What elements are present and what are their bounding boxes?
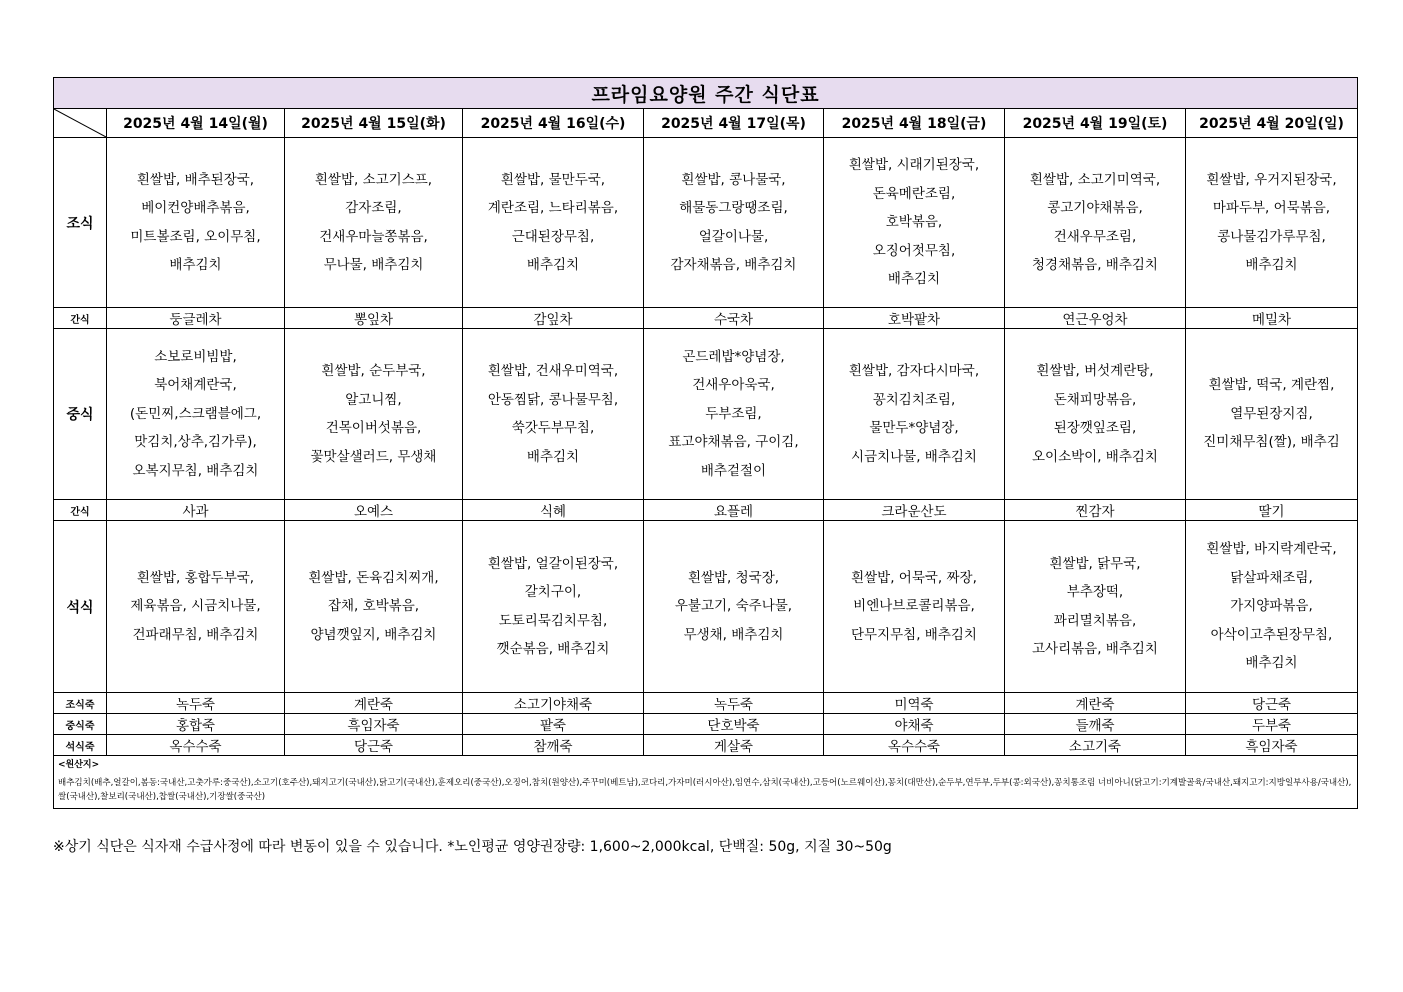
morning-snack-row — [54, 308, 1358, 329]
afternoon-snack-cell: 요플레 — [644, 500, 824, 521]
origin-info — [54, 756, 1358, 809]
dinner-porridge-cell: 게살죽 — [644, 735, 824, 756]
afternoon-snack-cell: 크라운산도 — [824, 500, 1005, 521]
lunch-cell: 흰쌀밥, 감자다시마국, 꽁치김치조림, 물만두*양념장, 시금치나물, 배추김치 — [824, 329, 1005, 500]
lunch-label: 중식 — [54, 329, 107, 500]
lunch-porridge-cell: 홍합죽 — [107, 714, 285, 735]
dinner-cell: 흰쌀밥, 바지락계란국, 닭살파채조림, 가지양파볶음, 아삭이고추된장무침, 배추김치 — [1186, 521, 1358, 693]
lunch-row — [54, 329, 1358, 500]
lunch-porridge-cell: 들깨죽 — [1005, 714, 1186, 735]
breakfast-cell: 흰쌀밥, 소고기스프, 감자조림, 건새우마늘쫑볶음, 무나물, 배추김치 — [285, 138, 463, 308]
dinner-porridge-label: 석식죽 — [54, 735, 107, 756]
afternoon-snack-cell: 오예스 — [285, 500, 463, 521]
morning-snack-cell: 둥글레차 — [107, 308, 285, 329]
lunch-cell: 소보로비빔밥, 북어채계란국, (돈민찌,스크램블에그, 맛김치,상추,김가루), 오복지무침, 배추김치 — [107, 329, 285, 500]
date-header: 2025년 4월 16일(수) — [463, 109, 644, 138]
date-header: 2025년 4월 19일(토) — [1005, 109, 1186, 138]
lunch-porridge-label: 중식죽 — [54, 714, 107, 735]
dinner-porridge-cell: 소고기죽 — [1005, 735, 1186, 756]
breakfast-porridge-row — [54, 693, 1358, 714]
lunch-porridge-row — [54, 714, 1358, 735]
dinner-porridge-cell: 참깨죽 — [463, 735, 644, 756]
date-header: 2025년 4월 14일(월) — [107, 109, 285, 138]
footnote: ※상기 식단은 식자재 수급사정에 따라 변동이 있을 수 있습니다. *노인평균 영양권장량: 1,600~2,000kcal, 단백질: 50g, 지질 30~50g — [53, 839, 892, 855]
breakfast-cell: 흰쌀밥, 물만두국, 계란조림, 느타리볶음, 근대된장무침, 배추김치 — [463, 138, 644, 308]
morning-snack-cell: 수국차 — [644, 308, 824, 329]
afternoon-snack-cell: 사과 — [107, 500, 285, 521]
afternoon-snack-cell: 찐감자 — [1005, 500, 1186, 521]
lunch-porridge-cell: 두부죽 — [1186, 714, 1358, 735]
breakfast-porridge-cell: 계란죽 — [1005, 693, 1186, 714]
afternoon-snack-row — [54, 500, 1358, 521]
afternoon-snack-cell: 딸기 — [1186, 500, 1358, 521]
dinner-label: 석식 — [54, 521, 107, 693]
corner-diagonal-cell — [54, 109, 107, 138]
dinner-porridge-cell: 흑임자죽 — [1186, 735, 1358, 756]
morning-snack-cell: 메밀차 — [1186, 308, 1358, 329]
dinner-cell: 흰쌀밥, 닭무국, 부추장떡, 꽈리멸치볶음, 고사리볶음, 배추김치 — [1005, 521, 1186, 693]
lunch-porridge-cell: 팥죽 — [463, 714, 644, 735]
date-header: 2025년 4월 15일(화) — [285, 109, 463, 138]
lunch-cell: 흰쌀밥, 떡국, 계란찜, 열무된장지짐, 진미채무침(짤), 배추김 — [1186, 329, 1358, 500]
breakfast-cell: 흰쌀밥, 우거지된장국, 마파두부, 어묵볶음, 콩나물김가루무침, 배추김치 — [1186, 138, 1358, 308]
dinner-porridge-cell: 옥수수죽 — [107, 735, 285, 756]
morning-snack-cell: 연근우엉차 — [1005, 308, 1186, 329]
dinner-cell: 흰쌀밥, 얼갈이된장국, 갈치구이, 도토리묵김치무침, 깻순볶음, 배추김치 — [463, 521, 644, 693]
dinner-cell: 흰쌀밥, 홍합두부국, 제육볶음, 시금치나물, 건파래무침, 배추김치 — [107, 521, 285, 693]
morning-snack-cell: 호박팥차 — [824, 308, 1005, 329]
breakfast-porridge-cell: 계란죽 — [285, 693, 463, 714]
lunch-cell: 곤드레밥*양념장, 건새우아욱국, 두부조림, 표고야채볶음, 구이김, 배추겉절이 — [644, 329, 824, 500]
date-header-row — [54, 109, 1358, 138]
snack-label: 간식 — [54, 308, 107, 329]
lunch-porridge-cell: 흑임자죽 — [285, 714, 463, 735]
breakfast-porridge-cell: 미역죽 — [824, 693, 1005, 714]
menu-title: 프라임요양원 주간 식단표 — [54, 78, 1358, 109]
morning-snack-cell: 감잎차 — [463, 308, 644, 329]
dinner-cell: 흰쌀밥, 어묵국, 짜장, 비엔나브로콜리볶음, 단무지무침, 배추김치 — [824, 521, 1005, 693]
breakfast-cell: 흰쌀밥, 콩나물국, 해물동그랑땡조림, 얼갈이나물, 감자채볶음, 배추김치 — [644, 138, 824, 308]
snack-label: 간식 — [54, 500, 107, 521]
dinner-row — [54, 521, 1358, 693]
breakfast-label: 조식 — [54, 138, 107, 308]
morning-snack-cell: 뽕잎차 — [285, 308, 463, 329]
lunch-cell: 흰쌀밥, 건새우미역국, 안동찜닭, 콩나물무침, 쑥갓두부무침, 배추김치 — [463, 329, 644, 500]
date-header: 2025년 4월 20일(일) — [1186, 109, 1358, 138]
date-header: 2025년 4월 18일(금) — [824, 109, 1005, 138]
breakfast-porridge-label: 조식죽 — [54, 693, 107, 714]
breakfast-cell: 흰쌀밥, 시래기된장국, 돈육메란조림, 호박볶음, 오징어젓무침, 배추김치 — [824, 138, 1005, 308]
lunch-porridge-cell: 단호박죽 — [644, 714, 824, 735]
breakfast-cell: 흰쌀밥, 소고기미역국, 콩고기야채볶음, 건새우무조림, 청경채볶음, 배추김치 — [1005, 138, 1186, 308]
afternoon-snack-cell: 식혜 — [463, 500, 644, 521]
lunch-porridge-cell: 야채죽 — [824, 714, 1005, 735]
lunch-cell: 흰쌀밥, 순두부국, 알고니찜, 건목이버섯볶음, 꽃맛살샐러드, 무생채 — [285, 329, 463, 500]
lunch-cell: 흰쌀밥, 버섯계란탕, 돈채피망볶음, 된장깻잎조림, 오이소박이, 배추김치 — [1005, 329, 1186, 500]
date-header: 2025년 4월 17일(목) — [644, 109, 824, 138]
breakfast-row — [54, 138, 1358, 308]
origin-heading: <원산지> — [58, 760, 100, 770]
breakfast-porridge-cell: 녹두죽 — [107, 693, 285, 714]
origin-text: 배추김치(배추,얼갈이,봄동:국내산,고춧가루:중국산),소고기(호주산),돼지고기(국내산),닭고기(국내산),훈제오리(중국산),오징어,참치(원양산),주꾸미(베트남),코다리,가자미(러시아산),임연수,삼치(국내산),고등어(노르웨이산),꽁치(대만산),순두부,연두부,두부(콩:외국산),꽁치통조림 너비아니(닭고기:기계발골육/국내산,돼지고기:지방일부사용/국내산),쌀(국내산),찰보리(국내산),찹쌀(국내산),기장쌀(중국산) — [58, 778, 1352, 802]
dinner-cell: 흰쌀밥, 청국장, 우불고기, 숙주나물, 무생채, 배추김치 — [644, 521, 824, 693]
dinner-cell: 흰쌀밥, 돈육김치찌개, 잡채, 호박볶음, 양념깻잎지, 배추김치 — [285, 521, 463, 693]
dinner-porridge-cell: 옥수수죽 — [824, 735, 1005, 756]
breakfast-porridge-cell: 녹두죽 — [644, 693, 824, 714]
breakfast-porridge-cell: 소고기야채죽 — [463, 693, 644, 714]
breakfast-cell: 흰쌀밥, 배추된장국, 베이컨양배추볶음, 미트볼조림, 오이무침, 배추김치 — [107, 138, 285, 308]
dinner-porridge-row — [54, 735, 1358, 756]
breakfast-porridge-cell: 당근죽 — [1186, 693, 1358, 714]
dinner-porridge-cell: 당근죽 — [285, 735, 463, 756]
weekly-menu-table — [53, 77, 1358, 809]
